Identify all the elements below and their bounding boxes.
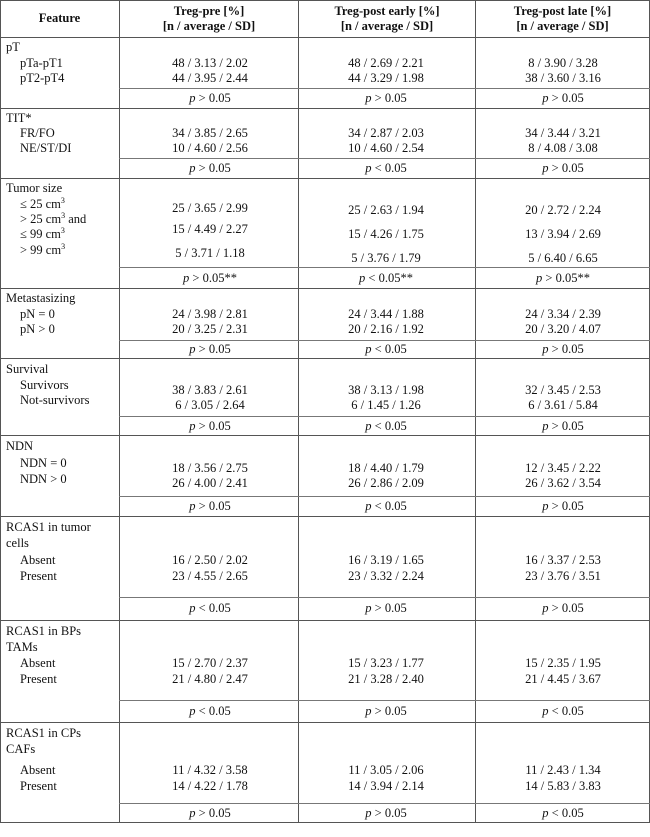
p-value-cell: p > 0.05	[542, 342, 584, 356]
feature-label: Tumor size	[6, 181, 63, 195]
table-cell: 11 / 4.32 / 3.58	[172, 763, 248, 777]
p-value-cell: p < 0.05	[365, 499, 407, 513]
p-value-cell: p > 0.05	[189, 499, 231, 513]
p-value-cell: p > 0.05	[189, 419, 231, 433]
p-value-rule	[119, 340, 650, 341]
p-value-rule	[119, 416, 650, 417]
category-label: > 99 $cm^3$	[20, 241, 66, 257]
table-cell: 8 / 4.08 / 3.08	[528, 141, 598, 155]
section-rule	[0, 358, 650, 359]
p-value-cell: p > 0.05	[189, 342, 231, 356]
table-cell: 16 / 2.50 / 2.02	[172, 553, 248, 567]
table-cell: 20 / 2.16 / 1.92	[348, 322, 424, 336]
section-rule	[0, 435, 650, 436]
header-treg-post-early	[299, 4, 475, 34]
table-cell: 48 / 2.69 / 2.21	[348, 56, 424, 70]
feature-label: cells	[6, 536, 29, 550]
p-value-cell: p < 0.05	[189, 601, 231, 615]
table-cell: 25 / 2.63 / 1.94	[348, 203, 424, 217]
p-value-cell: p < 0.05	[365, 419, 407, 433]
category-label: ≤ 25 $cm^3$	[20, 195, 65, 211]
p-value-cell: p > 0.05	[365, 704, 407, 718]
p-value-rule	[119, 700, 650, 701]
table-cell: 18 / 3.56 / 2.75	[172, 461, 248, 475]
p-value-cell: p > 0.05	[542, 499, 584, 513]
table-border-left	[0, 0, 1, 823]
table-cell: 24 / 3.98 / 2.81	[172, 307, 248, 321]
category-label: Absent	[20, 656, 56, 670]
table-border-bottom	[0, 822, 650, 823]
p-value-cell: p > 0.05	[189, 806, 231, 820]
table-cell: 16 / 3.37 / 2.53	[525, 553, 601, 567]
header-treg-pre-title: Treg-pre [%]	[173, 4, 245, 18]
table-cell: 25 / 3.65 / 2.99	[172, 201, 248, 215]
section-rule	[0, 178, 650, 179]
p-value-rule	[119, 803, 650, 804]
category-label: > 25 $cm^3$ and	[20, 210, 87, 226]
p-value-cell: p > 0.05	[189, 161, 231, 175]
table-cell: 48 / 3.13 / 2.02	[172, 56, 248, 70]
table-cell: 10 / 4.60 / 2.54	[348, 141, 424, 155]
p-value-rule	[119, 597, 650, 598]
table-cell: 15 / 4.26 / 1.75	[348, 227, 424, 241]
table-cell: 6 / 1.45 / 1.26	[351, 398, 421, 412]
table-cell: 23 / 3.32 / 2.24	[348, 569, 424, 583]
table-cell: 6 / 3.05 / 2.64	[175, 398, 245, 412]
table-cell: 13 / 3.94 / 2.69	[525, 227, 601, 241]
table-cell: 10 / 4.60 / 2.56	[172, 141, 248, 155]
p-value-cell: p < 0.05	[542, 704, 584, 718]
category-label: pN = 0	[20, 307, 55, 321]
category-label: NDN > 0	[20, 472, 67, 486]
header-feature: Feature	[38, 11, 81, 25]
table-cell: 38 / 3.83 / 2.61	[172, 383, 248, 397]
table-cell: 14 / 5.83 / 3.83	[525, 779, 601, 793]
table-cell: 34 / 3.85 / 2.65	[172, 126, 248, 140]
category-label: FR/FO	[20, 126, 55, 140]
p-value-cell: p > 0.05	[365, 601, 407, 615]
table-cell: 34 / 3.44 / 3.21	[525, 126, 601, 140]
table-cell: 34 / 2.87 / 2.03	[348, 126, 424, 140]
section-rule	[0, 620, 650, 621]
table-cell: 38 / 3.60 / 3.16	[525, 71, 601, 85]
table-cell: 21 / 3.28 / 2.40	[348, 672, 424, 686]
section-rule	[0, 722, 650, 723]
p-value-cell: p < 0.05	[189, 704, 231, 718]
p-value-rule	[119, 88, 650, 89]
p-value-cell: p > 0.05	[365, 806, 407, 820]
p-value-cell: p > 0.05**	[536, 271, 590, 285]
table-cell: 5 / 3.76 / 1.79	[351, 251, 421, 265]
category-label: pT2-pT4	[20, 71, 65, 85]
category-label: Absent	[20, 763, 56, 777]
section-rule	[0, 516, 650, 517]
table-cell: 16 / 3.19 / 1.65	[348, 553, 424, 567]
table-cell: 5 / 3.71 / 1.18	[175, 246, 245, 260]
table-cell: 20 / 3.25 / 2.31	[172, 322, 248, 336]
table-cell: 44 / 3.29 / 1.98	[348, 71, 424, 85]
table-border-top	[0, 0, 650, 1]
p-value-cell: p > 0.05	[189, 91, 231, 105]
table-cell: 15 / 3.23 / 1.77	[348, 656, 424, 670]
table-cell: 23 / 3.76 / 3.51	[525, 569, 601, 583]
feature-label: TIT*	[6, 111, 32, 125]
table-cell: 26 / 4.00 / 2.41	[172, 476, 248, 490]
header-treg-pre	[120, 4, 298, 34]
table-cell: 38 / 3.13 / 1.98	[348, 383, 424, 397]
p-value-cell: p > 0.05	[542, 419, 584, 433]
p-value-cell: p < 0.05	[365, 161, 407, 175]
category-label: Present	[20, 779, 57, 793]
feature-label: pT	[6, 40, 20, 54]
p-value-cell: p < 0.05	[365, 342, 407, 356]
p-value-cell: p > 0.05	[542, 161, 584, 175]
category-label: Survivors	[20, 378, 69, 392]
p-value-rule	[119, 158, 650, 159]
table-cell: 26 / 3.62 / 3.54	[525, 476, 601, 490]
feature-label: Survival	[6, 362, 49, 376]
table-cell: 6 / 3.61 / 5.84	[528, 398, 598, 412]
table-cell: 20 / 3.20 / 4.07	[525, 322, 601, 336]
feature-label: NDN	[6, 439, 34, 453]
table-cell: 14 / 4.22 / 1.78	[172, 779, 248, 793]
table-cell: 5 / 6.40 / 6.65	[528, 251, 598, 265]
table-cell: 15 / 4.49 / 2.27	[172, 222, 248, 236]
table-cell: 8 / 3.90 / 3.28	[528, 56, 598, 70]
p-value-rule	[119, 496, 650, 497]
header-treg-post-late	[476, 4, 649, 34]
feature-label: RCAS1 in BPs	[6, 624, 82, 638]
section-rule	[0, 108, 650, 109]
table-cell: 23 / 4.55 / 2.65	[172, 569, 248, 583]
p-value-rule	[119, 267, 650, 268]
table-cell: 44 / 3.95 / 2.44	[172, 71, 248, 85]
p-value-cell: p > 0.05	[542, 601, 584, 615]
header-treg-pre-units: [n / average / SD]	[162, 19, 256, 33]
category-label: pTa-pT1	[20, 56, 63, 70]
table-cell: 18 / 4.40 / 1.79	[348, 461, 424, 475]
table-cell: 26 / 2.86 / 2.09	[348, 476, 424, 490]
table-cell: 15 / 2.35 / 1.95	[525, 656, 601, 670]
p-value-cell: p > 0.05**	[183, 271, 237, 285]
p-value-cell: p > 0.05	[542, 91, 584, 105]
category-label: pN > 0	[20, 322, 55, 336]
category-label: NE/ST/DI	[20, 141, 72, 155]
table-cell: 24 / 3.44 / 1.88	[348, 307, 424, 321]
table-cell: 15 / 2.70 / 2.37	[172, 656, 248, 670]
p-value-cell: p < 0.05**	[359, 271, 413, 285]
p-value-cell: p > 0.05	[365, 91, 407, 105]
feature-label: Metastasizing	[6, 291, 76, 305]
feature-label: RCAS1 in tumor	[6, 520, 91, 534]
table-cell: 32 / 3.45 / 2.53	[525, 383, 601, 397]
table-cell: 21 / 4.45 / 3.67	[525, 672, 601, 686]
header-treg-post-late-title: Treg-post late [%]	[513, 4, 612, 18]
table-cell: 21 / 4.80 / 2.47	[172, 672, 248, 686]
header-treg-post-early-title: Treg-post early [%]	[334, 4, 440, 18]
category-label: ≤ 99 $cm^3$	[20, 225, 65, 241]
header-treg-post-early-units: [n / average / SD]	[340, 19, 434, 33]
p-value-cell: p < 0.05	[542, 806, 584, 820]
category-label: Absent	[20, 553, 56, 567]
header-treg-post-late-units: [n / average / SD]	[516, 19, 609, 33]
section-rule	[0, 288, 650, 289]
table-cell: 14 / 3.94 / 2.14	[348, 779, 424, 793]
feature-label: RCAS1 in CPs	[6, 726, 82, 740]
table-cell: 20 / 2.72 / 2.24	[525, 203, 601, 217]
category-label: Present	[20, 569, 57, 583]
table-cell: 12 / 3.45 / 2.22	[525, 461, 601, 475]
table-cell: 11 / 2.43 / 1.34	[525, 763, 601, 777]
table-cell: 24 / 3.34 / 2.39	[525, 307, 601, 321]
category-label: Present	[20, 672, 57, 686]
table-cell: 11 / 3.05 / 2.06	[348, 763, 424, 777]
category-label: Not-survivors	[20, 393, 90, 407]
feature-label: TAMs	[6, 640, 38, 654]
category-label: NDN = 0	[20, 456, 67, 470]
header-rule	[0, 37, 650, 38]
feature-label: CAFs	[6, 742, 36, 756]
